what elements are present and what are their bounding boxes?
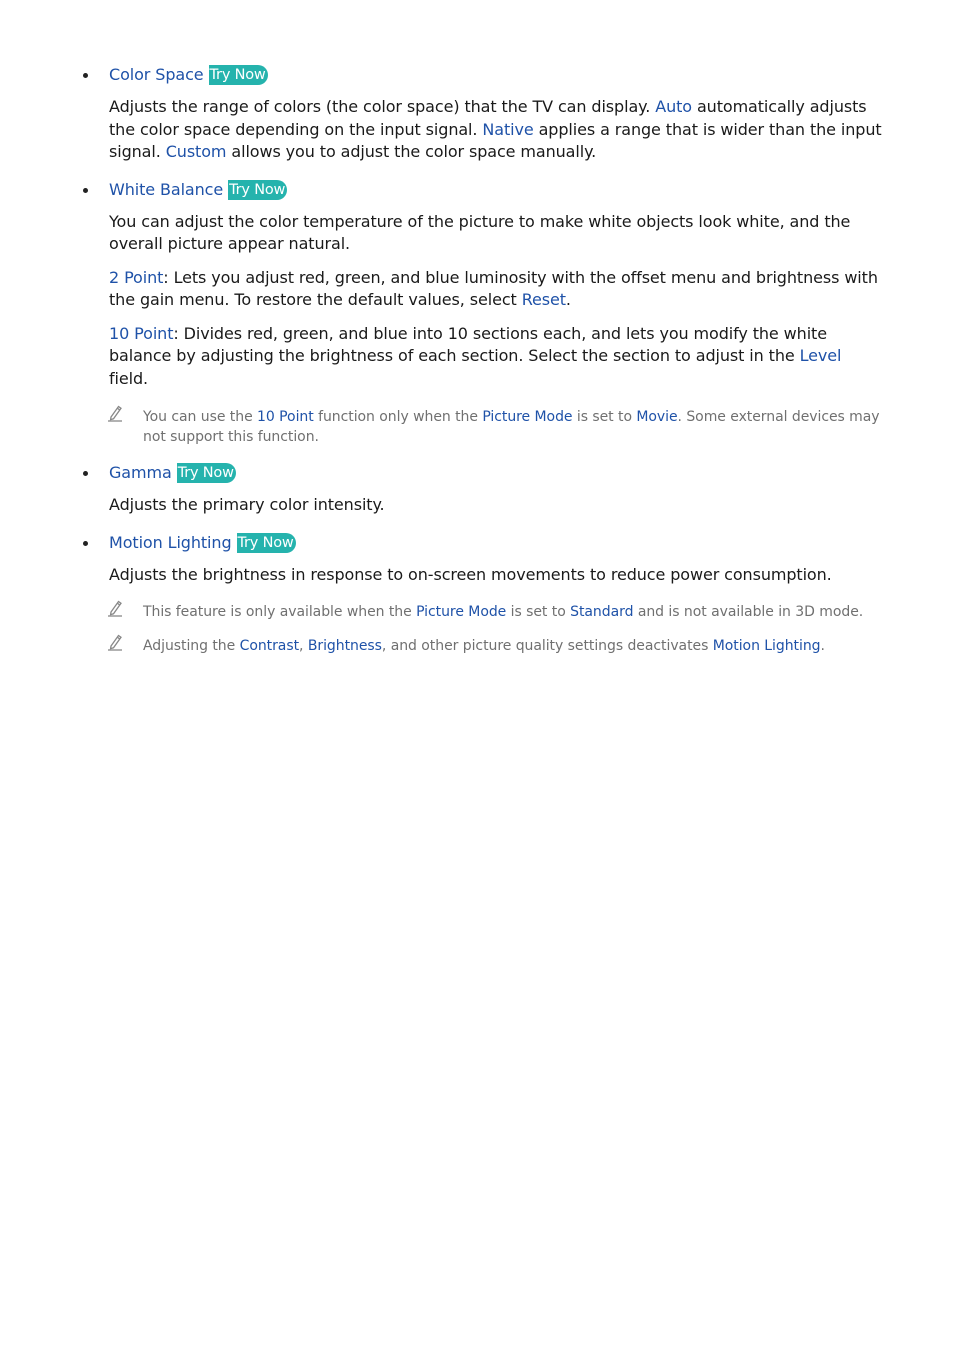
color-space-heading — [109, 62, 954, 88]
bullet-icon — [83, 73, 88, 78]
two-point-keyword: 2 Point — [109, 267, 164, 287]
motion-lighting-note-2: Adjusting the Contrast, Brightness, and other picture quality settings deactivates Motion Lighting. — [143, 636, 888, 656]
motion-lighting-description: Adjusts the brightness in response to on-screen movements to reduce power consumption. — [109, 564, 832, 584]
motion-lighting-title: Motion Lighting — [109, 532, 232, 552]
pencil-note-icon — [107, 599, 123, 617]
color-space-try-now-button[interactable]: Try Now — [209, 67, 266, 83]
pencil-note-icon — [107, 404, 123, 422]
ten-point-description: 10 Point: Divides red, green, and blue into 10 sections each, and lets you modify the white balance by adjusting the brightness of each section. Select the section to adjust in the Level field. — [109, 323, 842, 388]
bullet-icon — [83, 471, 88, 476]
auto-keyword: Auto — [655, 97, 692, 116]
native-keyword: Native — [482, 119, 534, 139]
white-balance-description: You can adjust the color temperature of the picture to make white objects look white, and the overall picture appear natural. — [109, 211, 851, 253]
ten-point-keyword: 10 Point — [109, 323, 174, 343]
motion-lighting-heading — [109, 530, 954, 556]
reset-keyword: Reset — [521, 290, 566, 309]
pencil-note-icon — [107, 633, 123, 651]
gamma-try-now-button[interactable]: Try Now — [177, 465, 234, 481]
motion-lighting-try-now-button[interactable]: Try Now — [237, 534, 294, 551]
white-balance-title: White Balance — [109, 179, 224, 199]
color-space-title: Color Space — [109, 65, 204, 84]
gamma-description: Adjusts the primary color intensity. — [109, 495, 385, 514]
manual-content — [0, 62, 954, 656]
white-balance-note: You can use the 10 Point function only when the Picture Mode is set to Movie. Some external devices may not support this function. — [143, 407, 888, 447]
white-balance-try-now-button[interactable]: Try Now — [229, 181, 286, 198]
two-point-description: 2 Point: Lets you adjust red, green, and blue luminosity with the offset menu and brightness with the gain menu. To restore the default values, select Reset. — [109, 267, 878, 309]
level-keyword: Level — [799, 346, 842, 365]
gamma-heading — [109, 460, 954, 486]
bullet-icon — [83, 188, 88, 193]
bullet-icon — [83, 541, 88, 546]
motion-lighting-note-1: This feature is only available when the Picture Mode is set to Standard and is not available in 3D mode. — [143, 602, 888, 622]
color-space-description: Adjusts the range of colors (the color space) that the TV can display. Auto automatically adjusts the color space depending on the input signal. Native applies a range that is wider than the input signal. Custom allows you to adjust the color space manually. — [109, 97, 882, 161]
white-balance-heading — [109, 177, 954, 203]
custom-keyword: Custom — [165, 142, 227, 161]
gamma-title: Gamma — [109, 463, 172, 482]
